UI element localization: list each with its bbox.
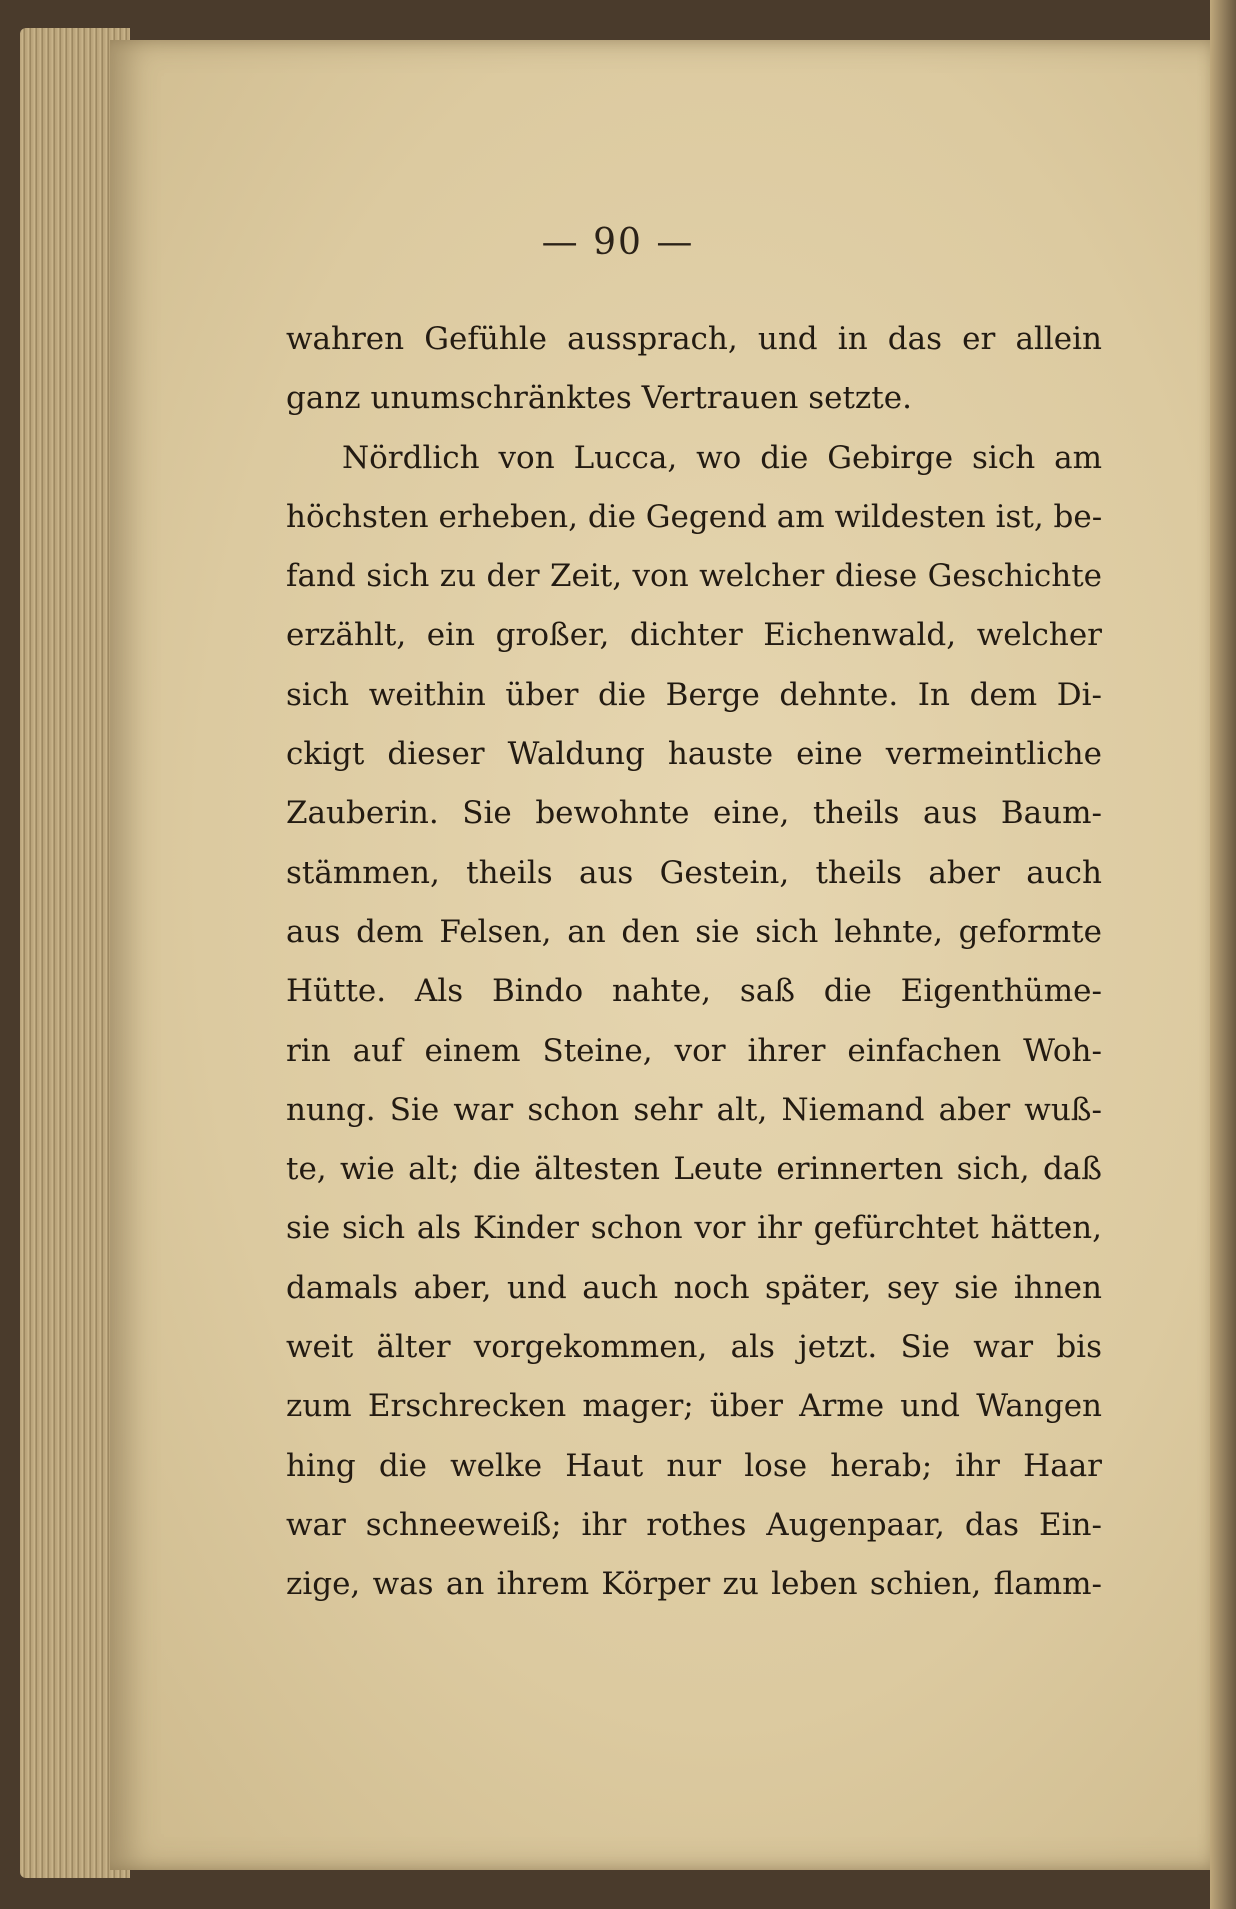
text-line: Nördlich von Lucca, wo die Gebirge sich am [342,439,1102,476]
text-line: rin auf einem Steine, vor ihrer einfachen Woh- [286,1032,1102,1069]
book-right-edge [1210,0,1236,1909]
text-line: erzählt, ein großer, dichter Eichenwald, welcher [286,617,1102,654]
text-line: ckigt dieser Waldung hauste eine vermeintliche [286,736,1102,773]
text-line: zige, was an ihrem Körper zu leben schien, flamm- [286,1566,1102,1603]
text-line: ganz unumschränktes Vertrauen setzte. [286,380,912,417]
text-line: stämmen, theils aus Gestein, theils aber auch [286,854,1102,891]
text-line: Zauberin. Sie bewohnte eine, theils aus Baum- [286,795,1102,832]
text-line: hing die welke Haut nur lose herab; ihr Haar [286,1447,1102,1484]
text-line: nung. Sie war schon sehr alt, Niemand aber wuß- [286,1091,1102,1128]
text-line: zum Erschrecken mager; über Arme und Wangen [286,1388,1102,1425]
text-line: sie sich als Kinder schon vor ihr gefürchtet hätten, [286,1210,1102,1247]
page-number: — 90 — [541,222,695,263]
text-line: sich weithin über die Berge dehnte. In dem Di- [286,676,1102,713]
text-line: war schneeweiß; ihr rothes Augenpaar, das Ein- [286,1506,1102,1543]
text-line: wahren Gefühle aussprach, und in das er allein [286,321,1102,357]
body-text [286,310,1102,1615]
text-line: fand sich zu der Zeit, von welcher diese Geschichte [286,558,1102,595]
text-line: Hütte. Als Bindo nahte, saß die Eigenthüme- [286,973,1102,1010]
text-line: damals aber, und auch noch später, sey sie ihnen [286,1269,1102,1306]
text-line: aus dem Felsen, an den sie sich lehnte, geformte [286,913,1102,950]
text-line: weit älter vorgekommen, als jetzt. Sie war bis [286,1329,1102,1366]
text-line: te, wie alt; die ältesten Leute erinnerten sich, daß [286,1151,1102,1188]
text-line: höchsten erheben, die Gegend am wildesten ist, be- [286,498,1102,535]
